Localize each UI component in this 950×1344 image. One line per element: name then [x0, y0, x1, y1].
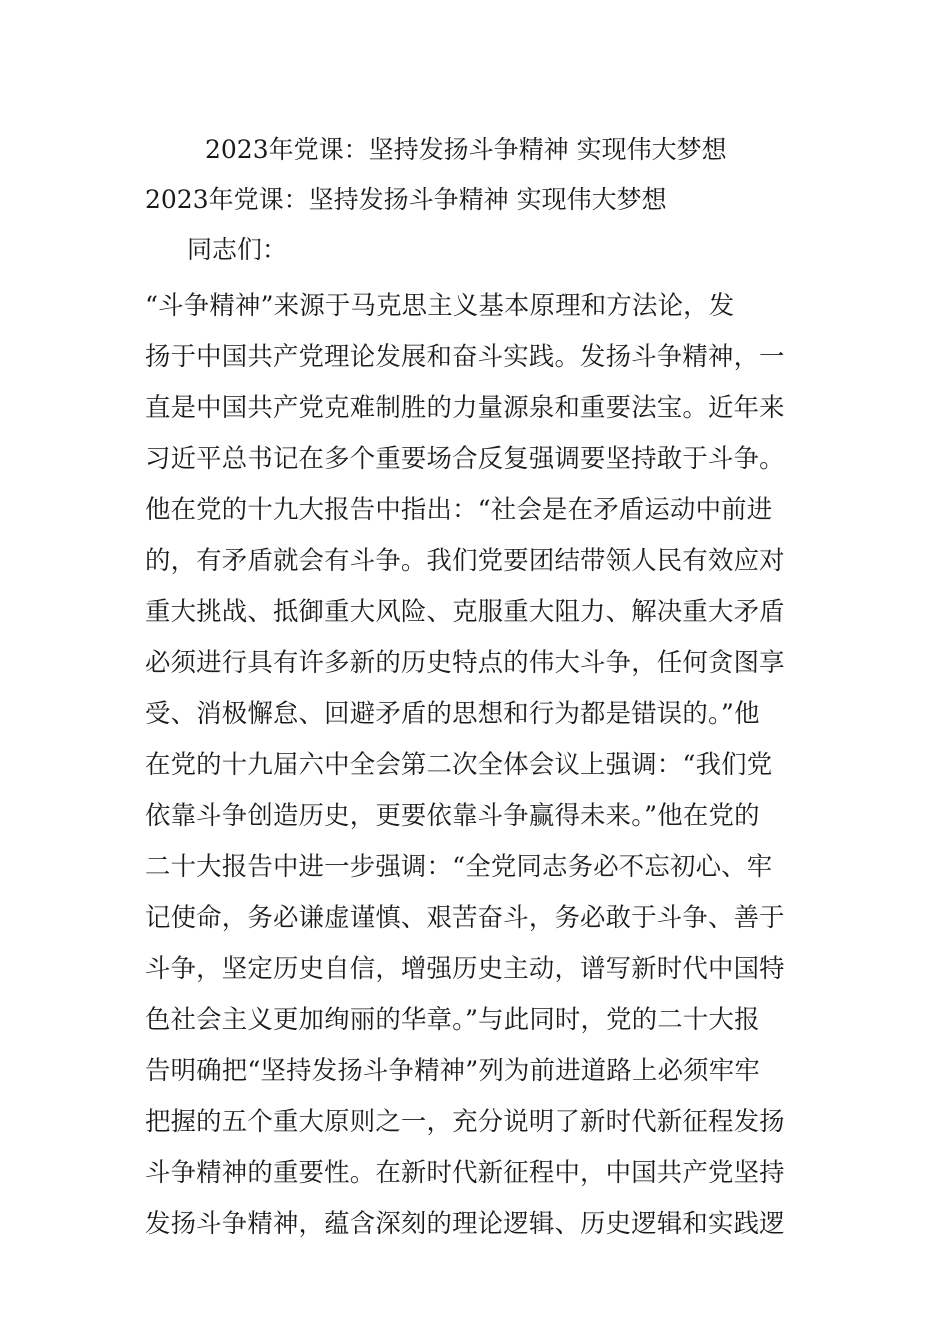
text-line: 受、消极懈怠、回避矛盾的思想和行为都是错误的。”他 [145, 698, 760, 728]
text-line: 发扬斗争精神，蕴含深刻的理论逻辑、历史逻辑和实践逻 [145, 1208, 785, 1238]
text-line: 的，有矛盾就会有斗争。我们党要团结带领人民有效应对 [145, 545, 785, 575]
text-line: 告明确把“坚持发扬斗争精神”列为前进道路上必须牢牢 [145, 1055, 760, 1085]
text-line: 他在党的十九大报告中指出：“社会是在矛盾运动中前进 [145, 494, 773, 524]
text-line: 在党的十九届六中全会第二次全体会议上强调：“我们党 [145, 749, 773, 779]
text-line: 重大挑战、抵御重大风险、克服重大阻力、解决重大矛盾 [145, 596, 785, 626]
text-line: 直是中国共产党克难制胜的力量源泉和重要法宝。近年来 [145, 392, 785, 422]
text-line: 必须进行具有许多新的历史特点的伟大斗争，任何贪图享 [145, 647, 785, 677]
text-line: 二十大报告中进一步强调：“全党同志务必不忘初心、牢 [145, 851, 773, 881]
text-line: 色社会主义更加绚丽的华章。”与此同时，党的二十大报 [145, 1004, 760, 1034]
text-line: 扬于中国共产党理论发展和奋斗实践。发扬斗争精神，一 [145, 341, 785, 371]
text-line: 把握的五个重大原则之一，充分说明了新时代新征程发扬 [145, 1106, 785, 1136]
body-text [145, 280, 810, 1249]
document-title: 2023年党课：坚持发扬斗争精神 实现伟大梦想 [205, 135, 727, 164]
text-line: 依靠斗争创造历史，更要依靠斗争赢得未来。”他在党的 [145, 800, 760, 830]
text-line: “斗争精神”来源于马克思主义基本原理和方法论，发 [145, 290, 735, 320]
text-line: 记使命，务必谦虚谨慎、艰苦奋斗，务必敢于斗争、善于 [145, 902, 785, 932]
salutation: 同志们： [187, 235, 288, 264]
text-line: 斗争精神的重要性。在新时代新征程中，中国共产党坚持 [145, 1157, 785, 1187]
text-line: 斗争，坚定历史自信，增强历史主动，谱写新时代中国特 [145, 953, 785, 983]
document-subtitle: 2023年党课：坚持发扬斗争精神 实现伟大梦想 [145, 185, 667, 214]
text-line: 习近平总书记在多个重要场合反复强调要坚持敢于斗争。 [145, 443, 785, 473]
